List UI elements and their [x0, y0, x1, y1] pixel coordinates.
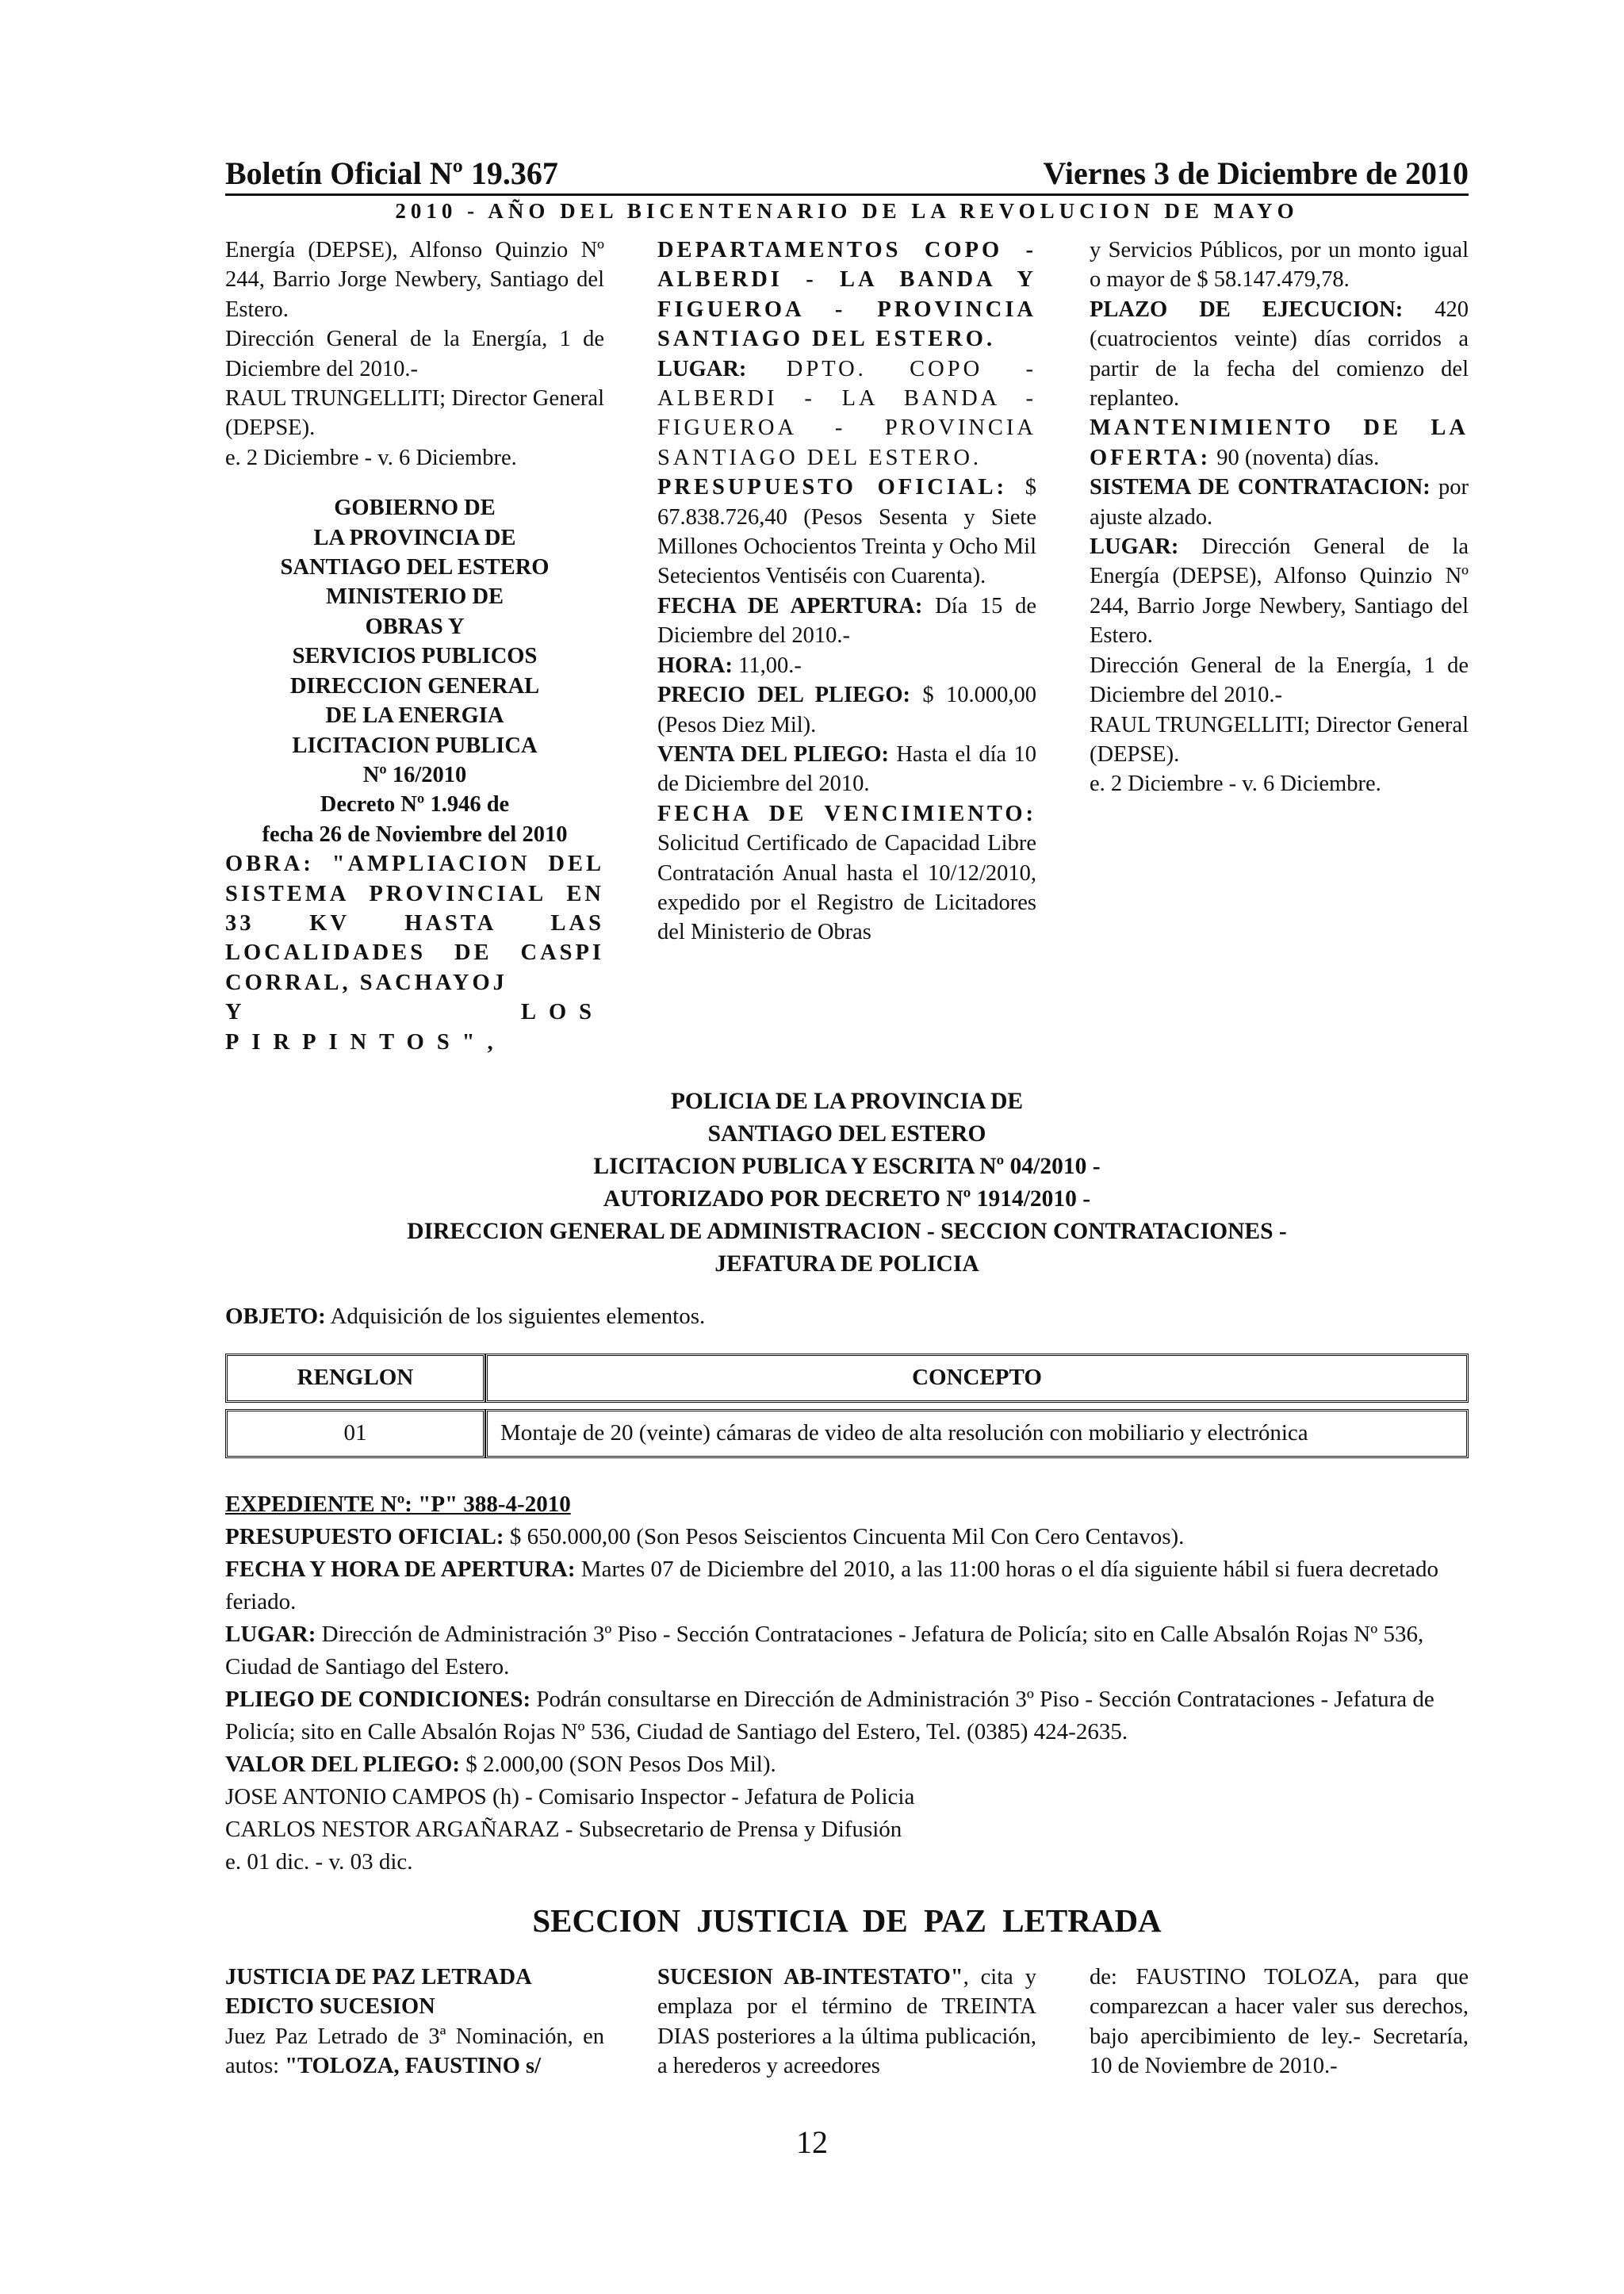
- heading-line: JEFATURA DE POLICIA: [714, 1250, 979, 1277]
- column-header-renglon: RENGLON: [225, 1354, 485, 1403]
- column-header-concepto: CONCEPTO: [485, 1354, 1469, 1403]
- presupuesto-item: [225, 1521, 1469, 1553]
- signature-line: JOSE ANTONIO CAMPOS (h) - Comisario Inspector - Jefatura de Policia: [225, 1783, 915, 1810]
- policia-heading: [225, 1086, 1469, 1281]
- items-table: [225, 1347, 1469, 1465]
- field-label: VALOR DEL PLIEGO:: [225, 1751, 460, 1777]
- edict-case-name: SUCESION AB-INTESTATO": [657, 1964, 963, 1990]
- heading-line: GOBIERNO DE: [334, 496, 496, 521]
- heading-line: AUTORIZADO POR DECRETO Nº 1914/2010 -: [603, 1185, 1091, 1212]
- field-label: PLIEGO DE CONDICIONES:: [225, 1686, 531, 1712]
- field-label: FECHA DE VENCIMIENTO:: [657, 801, 1036, 826]
- field-value: $ 650.000,00 (Son Pesos Seiscientos Cincuenta Mil Con Cero Centavos).: [509, 1523, 1185, 1549]
- heading-line: POLICIA DE LA PROVINCIA DE: [670, 1088, 1024, 1114]
- justicia-column-2: [657, 1963, 1036, 2081]
- edict-body: , cita y emplaza por el término de TREINTA DIAS posteriores a la última publicación, a herederos y acreedores: [657, 1964, 1036, 2079]
- edict-text: [225, 2022, 604, 2081]
- monto-text: y Servicios Públicos, por un monto igual o mayor de $ 58.147.479,78.: [1090, 238, 1469, 293]
- field-value: 11,00.-: [738, 653, 802, 678]
- column-2: [657, 236, 1036, 1057]
- lugar-item: [1090, 532, 1469, 651]
- vencimiento-item: [657, 799, 1036, 948]
- field-label: FECHA Y HORA DE APERTURA:: [225, 1556, 576, 1582]
- heading-line: LA PROVINCIA DE: [313, 525, 516, 550]
- field-label: FECHA DE APERTURA:: [657, 593, 923, 618]
- lugar-item: [225, 1618, 1469, 1683]
- header-rule: [225, 193, 1469, 196]
- field-value: Hasta el día 10 de Diciembre del 2010.: [657, 741, 1037, 797]
- justicia-columns: [225, 1963, 1469, 2081]
- heading-line: Decreto Nº 1.946 de: [320, 792, 510, 818]
- field-label: PLAZO DE EJECUCION:: [1090, 297, 1404, 322]
- date-line: Dirección General de la Energía, 1 de Diciembre del 2010.-: [1090, 653, 1469, 708]
- signature-line: RAUL TRUNGELLITI; Director General (DEPSE).: [225, 386, 604, 441]
- field-label: LUGAR:: [657, 356, 747, 381]
- heading-line: DIRECCION GENERAL: [289, 673, 540, 699]
- field-label: VENTA DEL PLIEGO:: [657, 741, 890, 767]
- section-title: SECCION JUSTICIA DE PAZ LETRADA: [532, 1901, 1162, 1939]
- page-header: [225, 155, 1469, 192]
- table-header-row: [225, 1354, 1469, 1403]
- field-label: HORA:: [657, 653, 733, 678]
- edict-heading: JUSTICIA DE PAZ LETRADA: [225, 1964, 532, 1990]
- heading-line: SANTIAGO DEL ESTERO: [280, 555, 550, 580]
- sistema-item: [1090, 473, 1469, 532]
- edict-case-name: "TOLOZA, FAUSTINO s/: [285, 2054, 541, 2079]
- table-cell-concepto: Montaje de 20 (veinte) cámaras de video de alta resolución con mobiliario y electrónica: [485, 1409, 1469, 1458]
- heading-line: LICITACION PUBLICA Y ESCRITA Nº 04/2010 -: [593, 1153, 1101, 1179]
- field-value: Solicitud Certificado de Capacidad Libre Contratación Anual hasta el 10/12/2010, expedido por el Registro de Licitadores del Ministerio de Obras: [657, 831, 1036, 945]
- presupuesto-item: [657, 473, 1036, 592]
- heading-line: fecha 26 de Noviembre del 2010: [262, 821, 568, 847]
- heading-line: SERVICIOS PUBLICOS: [292, 644, 538, 669]
- publication-dates: e. 01 dic. - v. 03 dic.: [225, 1848, 413, 1875]
- field-value: 420 (cuatrocientos veinte) días corridos a partir de la fecha del comienzo del replanteo.: [1090, 297, 1469, 412]
- apertura-item: [225, 1553, 1469, 1618]
- field-label: PRESUPUESTO OFICIAL:: [657, 475, 1008, 500]
- heading-line: DIRECCION GENERAL DE ADMINISTRACION - SECCION CONTRATACIONES -: [407, 1218, 1287, 1244]
- page-number: 12: [796, 2124, 828, 2160]
- table-row: [225, 1409, 1469, 1458]
- signature-line: CARLOS NESTOR ARGAÑARAZ - Subsecretario de Prensa y Difusión: [225, 1816, 902, 1842]
- field-label: LUGAR:: [225, 1621, 316, 1647]
- edict-text: de: FAUSTINO TOLOZA, para que comparezcan a hacer valer sus derechos, bajo apercibimiento de ley.- Secretaría, 10 de Noviembre de 2010.-: [1090, 1964, 1469, 2079]
- notice-columns: [225, 236, 1469, 1057]
- heading-line: OBRAS Y: [365, 614, 465, 639]
- departamentos-text: DEPARTAMENTOS COPO - ALBERDI - LA BANDA Y FIGUEROA - PROVINCIA SANTIAGO DEL ESTERO.: [657, 238, 1036, 352]
- pliego-item: [225, 1683, 1469, 1748]
- edict-subheading: EDICTO SUCESION: [225, 1994, 435, 2020]
- field-value: DPTO. COPO - ALBERDI - LA BANDA - FIGUEROA - PROVINCIA SANTIAGO DEL ESTERO.: [657, 356, 1036, 470]
- field-label: MANTENIMIENTO DE LA OFERTA:: [1090, 416, 1469, 470]
- lugar-item: [657, 354, 1036, 473]
- header-motto: 2010 - AÑO DEL BICENTENARIO DE LA REVOLUCION DE MAYO: [395, 199, 1299, 223]
- signature-line: RAUL TRUNGELLITI; Director General (DEPSE).: [1090, 712, 1469, 767]
- publication-dates: e. 2 Diciembre - v. 6 Diciembre.: [225, 445, 517, 470]
- objeto-line: [225, 1301, 1469, 1331]
- field-value: $ 10.000,00 (Pesos Diez Mil).: [657, 683, 1037, 737]
- heading-line: LICITACION PUBLICA: [292, 733, 538, 758]
- edict-intro: Juez Paz Letrado de 3ª Nominación, en autos:: [225, 2024, 604, 2079]
- field-label: PRECIO DEL PLIEGO:: [657, 683, 910, 708]
- expediente-number: EXPEDIENTE Nº: "P" 388-4-2010: [225, 1491, 571, 1517]
- mantenimiento-item: [1090, 413, 1469, 473]
- justicia-column-1: [225, 1963, 604, 2081]
- address-text: Energía (DEPSE), Alfonso Quinzio Nº 244, Barrio Jorge Newbery, Santiago del Estero.: [225, 238, 604, 322]
- apertura-item: [657, 592, 1036, 651]
- obra-title: OBRA: "AMPLIACION DEL SISTEMA PROVINCIAL EN 33 KV HASTA LAS LOCALIDADES DE CASPI CORRAL, SACHAYOJ: [225, 852, 604, 995]
- objeto-value: Adquisición de los siguientes elementos.: [330, 1303, 706, 1329]
- licitacion-heading: [225, 493, 604, 849]
- bulletin-date: Viernes 3 de Diciembre de 2010: [1043, 155, 1469, 191]
- field-value: Podrán consultarse en Dirección de Administración 3º Piso - Sección Contrataciones - Jefatura de Policía; sito en Calle Absalón Rojas Nº 536, Ciudad de Santiago del Estero, Tel. (0385) 424-2635.: [225, 1686, 1434, 1744]
- plazo-item: [1090, 295, 1469, 414]
- publication-dates: e. 2 Diciembre - v. 6 Diciembre.: [1090, 772, 1381, 797]
- justicia-column-3: [1090, 1963, 1469, 2081]
- edict-text: [657, 1963, 1036, 2081]
- table-cell-renglon: 01: [225, 1409, 485, 1458]
- heading-line: Nº 16/2010: [362, 762, 467, 787]
- valor-item: [225, 1748, 1469, 1781]
- date-line: Dirección General de la Energía, 1 de Diciembre del 2010.-: [225, 327, 604, 381]
- field-value: $ 2.000,00 (SON Pesos Dos Mil).: [465, 1751, 776, 1777]
- heading-line: MINISTERIO DE: [325, 584, 504, 610]
- column-1: [225, 236, 604, 1057]
- field-label: PRESUPUESTO OFICIAL:: [225, 1523, 504, 1549]
- field-value: 90 (noventa) días.: [1216, 445, 1380, 470]
- objeto-label: OBJETO:: [225, 1303, 326, 1329]
- precio-item: [657, 680, 1036, 740]
- field-label: LUGAR:: [1090, 534, 1179, 560]
- hora-item: [657, 651, 1036, 680]
- column-3: [1090, 236, 1469, 1057]
- heading-line: DE LA ENERGIA: [325, 703, 504, 729]
- obra-title-end: Y LOS PIRPINTOS",: [225, 1000, 604, 1055]
- field-label: SISTEMA DE CONTRATACION:: [1090, 475, 1431, 500]
- gazette-page: [225, 155, 1469, 2081]
- field-value: por ajuste alzado.: [1090, 475, 1469, 530]
- field-value: Dirección de Administración 3º Piso - Sección Contrataciones - Jefatura de Policía; sito en Calle Absalón Rojas Nº 536, Ciudad de Santiago del Estero.: [225, 1621, 1424, 1679]
- bulletin-number: Boletín Oficial Nº 19.367: [225, 155, 558, 191]
- field-value: Martes 07 de Diciembre del 2010, a las 11:00 horas o el día siguiente hábil si fuera decretado feriado.: [225, 1556, 1439, 1614]
- field-value: Día 15 de Diciembre del 2010.-: [657, 593, 1036, 649]
- venta-item: [657, 740, 1036, 799]
- heading-line: SANTIAGO DEL ESTERO: [707, 1120, 986, 1147]
- field-value: Dirección General de la Energía (DEPSE), Alfonso Quinzio Nº 244, Barrio Jorge Newbery, Santiago del Estero.: [1090, 534, 1469, 649]
- expediente-block: [225, 1488, 1469, 1878]
- field-value: $ 67.838.726,40 (Pesos Sesenta y Siete Millones Ochocientos Treinta y Ocho Mil Setecientos Ventiséis con Cuarenta).: [657, 475, 1036, 589]
